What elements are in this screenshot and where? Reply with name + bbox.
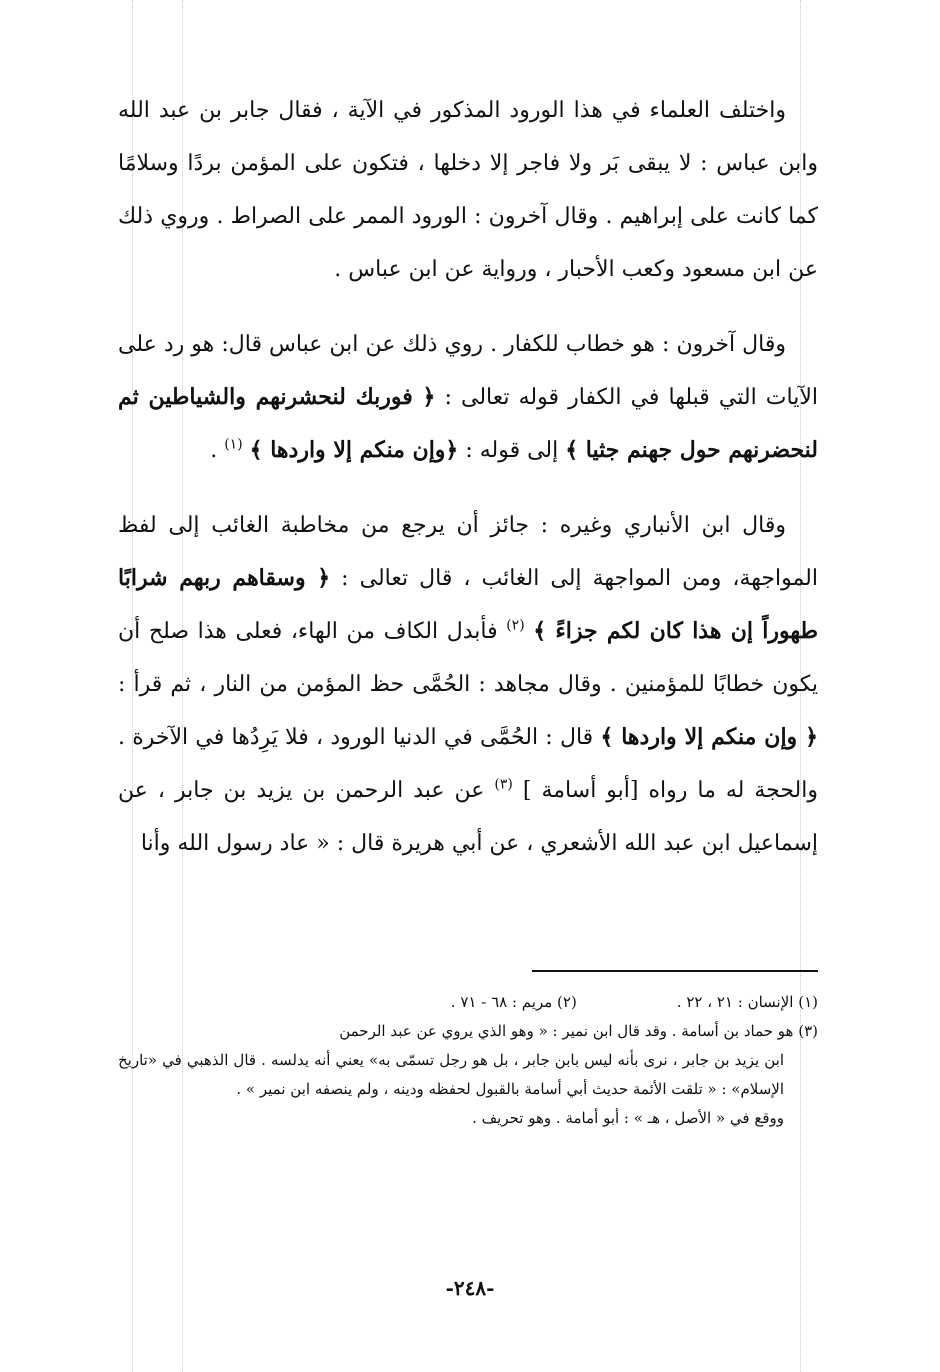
quran-quote: ﴿ وإن منكم إلا واردها ﴾ — [600, 724, 818, 750]
footnote-row — [118, 988, 818, 1017]
quran-quote: ﴿وإن منكم إلا واردها ﴾ — [249, 437, 459, 463]
footnote-ref: (١) — [224, 436, 243, 453]
paragraph-3-text: عن عبد الرحمن بن يزيد بن جابر ، عن إسماعيل ابن عبد الله الأشعري ، عن أبي هريرة قال : « عاد رسول الله وأنا — [118, 778, 818, 856]
footnote-3: (٣) هو حماد بن أسامة . وقد قال ابن نمير : « وهو الذي يروي عن عبد الرحمن — [339, 1022, 818, 1040]
paragraph-1 — [118, 84, 818, 296]
main-text — [118, 84, 818, 892]
paragraph-3-text: وقال ابن الأنباري وغيره : جائز أن يرجع من مخاطبة الغائب إلى لفظ المواجهة، ومن المواجهة إلى الغائب ، قال تعالى : — [118, 513, 818, 591]
paragraph-3 — [118, 499, 818, 870]
footnote-3-continuation: ابن يزيد بن جابر ، نرى بأنه ليس بابن جابر ، بل هو رجل تسمّى به» يعني أنه يدلسه . قال الذهبي في «تاريخ الإسلام» : « تلقت الأئمة حديث أبي أسامة بالقبول لحفظه ودينه ، ولم ينصفه ابن نمير » . — [118, 1051, 784, 1098]
paragraph-1-text: واختلف العلماء في هذا الورود المذكور في الآية ، فقال جابر بن عبد الله وابن عباس : لا يبقى بَر ولا فاجر إلا دخلها ، فتكون على المؤمن بردًا وسلامًا كما كانت على إبراهيم . وقال آخرون : الورود الممر على الصراط . وروي ذلك عن ابن مسعود وكعب الأحبار ، ورواية عن ابن عباس . — [118, 98, 818, 282]
footnotes — [118, 988, 818, 1133]
footnote-2: (٢) مريم : ٦٨ - ٧١ . — [450, 993, 577, 1011]
paragraph-2-text: . — [210, 438, 225, 463]
page-number: -٢٤٨- — [445, 1276, 495, 1300]
footnote-ref: (٣) — [494, 776, 513, 793]
quran-quote: ﴿ وسقاهم ربهم شرابًا طهوراً إن هذا كان لكم جزاءً ﴾ — [118, 565, 819, 644]
footnote-ref: (٢) — [506, 617, 525, 634]
paragraph-3-text: قال : الحُمَّى في الدنيا الورود ، فلا يَرِدُها في الآخرة . والحجة له ما رواه [أبو أسامة ] — [118, 725, 818, 803]
footnote-3-note: ووقع في « الأصل ، هـ » : أبو أمامة . وهو تحريف . — [472, 1109, 784, 1127]
quran-quote: ﴿ فوربك لنحشرنهم والشياطين ثم لنحضرنهم حول جهنم جثيا ﴾ — [118, 384, 818, 463]
paragraph-2-text: إلى قوله : — [458, 438, 566, 463]
footnote-separator — [532, 970, 818, 972]
footnote-1: (١) الإنسان : ٢١ ، ٢٢ . — [676, 993, 818, 1011]
paragraph-2-text: وقال آخرون : هو خطاب للكفار . روي ذلك عن ابن عباس قال: هو رد على الآيات التي قبلها في الكفار قوله تعالى : — [118, 332, 819, 410]
paragraph-3-text: فأبدل الكاف من الهاء، فعلى هذا صلح أن يكون خطابًا للمؤمنين . وقال مجاهد : الحُمَّى حظ المؤمن من النار ، ثم قرأ : — [118, 619, 818, 697]
paragraph-2 — [118, 318, 818, 477]
